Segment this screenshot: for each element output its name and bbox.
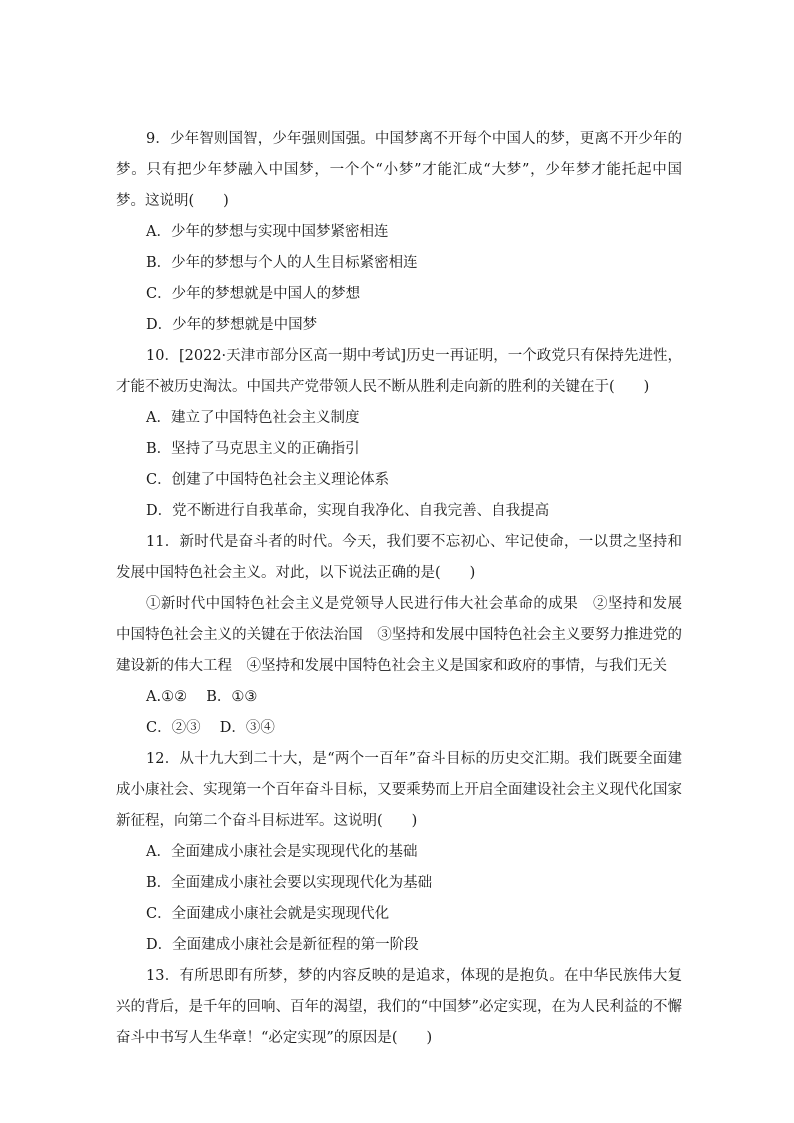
question-stem: 13．有所思即有所梦，梦的内容反映的是追求，体现的是抱负。在中华民族伟大复兴的背后，是千年的回响、百年的渴望，我们的“中国梦”必定实现，在为人民利益的不懈奋斗中书写人生华章！“必定实现”的原因是( ) xyxy=(116,968,682,1046)
option-a: A．全面建成小康社会是实现现代化的基础 xyxy=(146,844,418,860)
question-stem: 9．少年智则国智，少年强则国强。中国梦离不开每个中国人的梦，更离不开少年的梦。只有把少年梦融入中国梦，一个个“小梦”才能汇成“大梦”，少年梦才能托起中国梦。这说明( ) xyxy=(116,131,682,209)
question-stem: 10．[2022·天津市部分区高一期中考试]历史一再证明，一个政党只有保持先进性，才能不被历史淘汰。中国共产党带领人民不断从胜利走向新的胜利的关键在于( ) xyxy=(116,348,682,395)
statement-list: ①新时代中国特色社会主义是党领导人民进行伟大社会革命的成果 ②坚持和发展中国特色社会主义的关键在于依法治国 ③坚持和发展中国特色社会主义要努力推进党的建设新的伟大工程 ④坚持和发展中国特色社会主义是国家和政府的事情，与我们无关 xyxy=(116,596,682,674)
question-12 xyxy=(116,744,682,961)
question-9 xyxy=(116,124,682,341)
option-d: D．全面建成小康社会是新征程的第一阶段 xyxy=(146,937,419,953)
option-row-cd: C．②③ D．③④ xyxy=(146,720,275,736)
option-b: B．少年的梦想与个人的人生目标紧密相连 xyxy=(146,255,418,271)
option-a: A．少年的梦想与实现中国梦紧密相连 xyxy=(146,224,389,240)
option-row-ab: A.①② B．①③ xyxy=(146,689,258,705)
question-list xyxy=(116,124,682,1054)
option-d: D．少年的梦想就是中国梦 xyxy=(146,317,318,333)
option-c: C．少年的梦想就是中国人的梦想 xyxy=(146,286,361,302)
option-c: C．创建了中国特色社会主义理论体系 xyxy=(146,472,390,488)
question-13 xyxy=(116,961,682,1054)
option-d: D．党不断进行自我革命，实现自我净化、自我完善、自我提高 xyxy=(146,503,550,519)
question-stem: 11．新时代是奋斗者的时代。今天，我们要不忘初心、牢记使命，一以贯之坚持和发展中国特色社会主义。对此，以下说法正确的是( ) xyxy=(116,534,682,581)
question-stem: 12．从十九大到二十大，是“两个一百年”奋斗目标的历史交汇期。我们既要全面建成小康社会、实现第一个百年奋斗目标，又要乘势而上开启全面建设社会主义现代化国家新征程，向第二个奋斗目标进军。这说明( ) xyxy=(116,751,682,829)
question-11 xyxy=(116,527,682,744)
question-10 xyxy=(116,341,682,527)
option-b: B．坚持了马克思主义的正确指引 xyxy=(146,441,360,457)
option-b: B．全面建成小康社会要以实现现代化为基础 xyxy=(146,875,433,891)
option-a: A．建立了中国特色社会主义制度 xyxy=(146,410,360,426)
option-c: C．全面建成小康社会就是实现现代化 xyxy=(146,906,390,922)
